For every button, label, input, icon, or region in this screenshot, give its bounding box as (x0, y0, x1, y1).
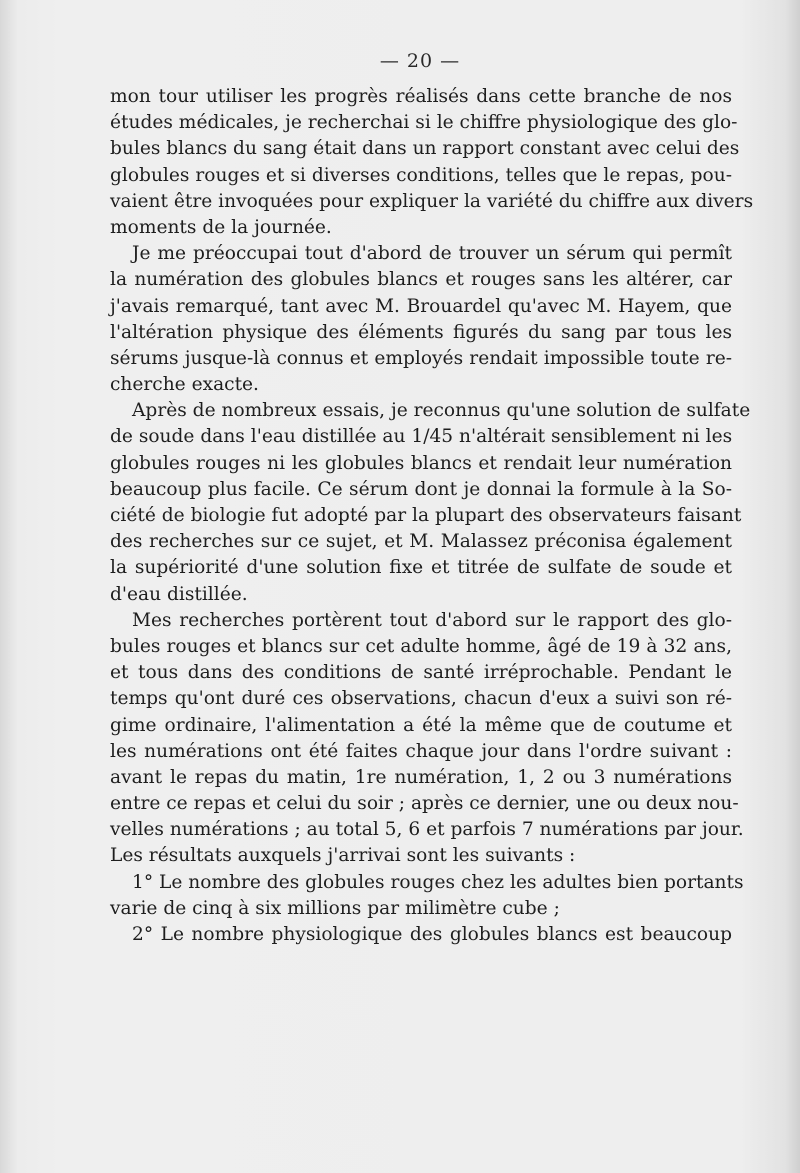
text-line: 1° Le nombre des globules rouges chez les adultes bien portants (132, 871, 744, 893)
text-line: bules blancs du sang était dans un rapport constant avec celui des (110, 138, 740, 160)
paragraph-6 (110, 922, 732, 948)
text-line: bules rouges et blancs sur cet adulte homme, âgé de 19 à 32 ans, (110, 635, 732, 657)
text-line: beaucoup plus facile. Ce sérum dont je donnai la formule à la So- (110, 478, 732, 500)
text-line: Les résultats auxquels j'arrivai sont les suivants : (110, 845, 576, 867)
text-line: globules rouges ni les globules blancs et rendait leur numération (110, 452, 732, 474)
text-line: temps qu'ont duré ces observations, chacun d'eux a suivi son ré- (110, 688, 732, 710)
text-line: j'avais remarqué, tant avec M. Brouardel qu'avec M. Hayem, que (110, 295, 732, 317)
text-line: d'eau distillée. (110, 583, 248, 605)
text-line: Après de nombreux essais, je reconnus qu'une solution de sulfate (132, 400, 751, 422)
text-line: mon tour utiliser les progrès réalisés dans cette branche de nos (110, 86, 732, 107)
text-line: 2° Le nombre physiologique des globules blancs est beaucoup (132, 924, 732, 945)
text-line: cherche exacte. (110, 374, 259, 396)
text-line: des recherches sur ce sujet, et M. Malassez préconisa également (110, 531, 732, 553)
text-line: et tous dans des conditions de santé irréprochable. Pendant le (110, 662, 732, 684)
text-line: sérums jusque-là connus et employés rendait impossible toute re- (110, 347, 732, 369)
text-line: globules rouges et si diverses conditions, telles que le repas, pou- (110, 164, 732, 186)
text-line: les numérations ont été faites chaque jour dans l'ordre suivant : (110, 740, 732, 762)
text-line: l'altération physique des éléments figurés du sang par tous les (110, 321, 732, 343)
text-line: varie de cinq à six millions par milimètre cube ; (110, 897, 560, 919)
paragraph-2 (110, 241, 732, 398)
text-line: gime ordinaire, l'alimentation a été la même que de coutume et (110, 714, 732, 736)
text-line: Mes recherches portèrent tout d'abord sur le rapport des glo- (132, 609, 732, 631)
text-line: Je me préoccupai tout d'abord de trouver un sérum qui permît (132, 243, 732, 265)
text-line: de soude dans l'eau distillée au 1/45 n'altérait sensiblement ni les (110, 426, 733, 448)
paragraph-4 (110, 608, 744, 870)
paragraph-3 (110, 398, 751, 608)
text-line: ciété de biologie fut adopté par la plupart des observateurs faisant (110, 505, 742, 526)
text-line: la numération des globules blancs et rouges sans les altérer, car (110, 269, 732, 291)
text-line: la supériorité d'une solution fixe et titrée de sulfate de soude et (110, 557, 732, 579)
text-line: velles numérations ; au total 5, 6 et parfois 7 numérations par jour. (110, 819, 744, 841)
text-line: vaient être invoquées pour expliquer la variété du chiffre aux divers (110, 190, 754, 212)
paragraph-1 (110, 84, 754, 241)
text-line: moments de la journée. (110, 216, 332, 238)
text-line: avant le repas du matin, 1re numération, 1, 2 ou 3 numérations (110, 766, 732, 788)
text-line: études médicales, je recherchai si le chiffre physiologique des glo- (110, 112, 738, 134)
page-number: — 20 — (379, 50, 461, 72)
paragraph-5 (110, 870, 744, 922)
body-text (110, 84, 754, 948)
text-line: entre ce repas et celui du soir ; après ce dernier, une ou deux nou- (110, 793, 739, 815)
